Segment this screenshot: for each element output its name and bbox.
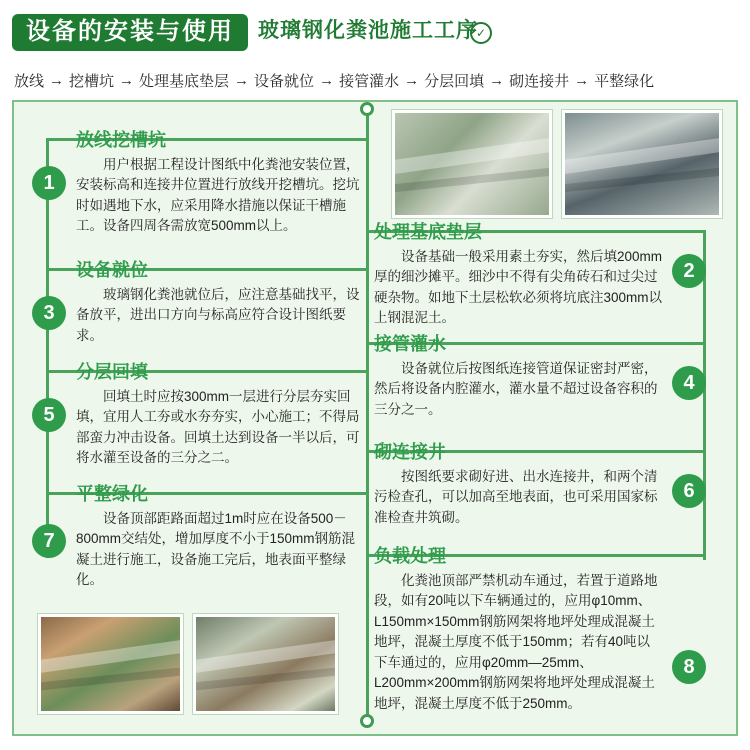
- step-item-4: [374, 334, 706, 420]
- photo-tank-bottom-left: [38, 614, 183, 714]
- flow-step-6: 分层回填: [424, 72, 485, 90]
- step-title-3: 设备就位: [76, 260, 148, 280]
- step-title-8: 负载处理: [374, 546, 446, 566]
- flow-step-2: 挖槽坑: [69, 72, 115, 90]
- photo-tank-bottom-right: [193, 614, 338, 714]
- flow-step-1: 放线: [14, 72, 45, 90]
- flow-step-3: 处理基底垫层: [139, 72, 230, 90]
- step-title-2: 处理基底垫层: [374, 222, 482, 242]
- step-title-5: 分层回填: [76, 362, 148, 382]
- step-title-1: 放线挖槽坑: [76, 130, 166, 150]
- step-item-2: [374, 222, 706, 329]
- photo-pipe-top-right: [562, 110, 722, 218]
- step-title-4: 接管灌水: [374, 334, 446, 354]
- flow-step-4: 设备就位: [254, 72, 315, 90]
- step-body-1: 用户根据工程设计图纸中化粪池安装位置，安装标高和连接井位置进行放线开挖槽坑。挖坑时如遇地下水，应采用降水措施以保证干槽施工。设备四周各需放宽500mm以上。: [76, 156, 360, 234]
- flow-arrow-icon: →: [49, 71, 65, 89]
- flow-step-5: 接管灌水: [339, 72, 400, 90]
- flow-arrow-icon: →: [234, 71, 250, 89]
- step-body-3: 玻璃钢化粪池就位后，应注意基础找平，设备放平，进出口方向与标高应符合设计图纸要求。: [76, 286, 360, 343]
- step-badge-4: 4: [672, 366, 706, 400]
- flow-step-7: 砌连接井: [509, 72, 570, 90]
- flow-step-8: 平整绿化: [594, 72, 655, 90]
- step-item-8: [374, 546, 706, 714]
- step-body-7: 设备顶部距路面超过1m时应在设备500－800mm交结处，增加厚度不小于150mm钢筋混凝土进行施工，设备施工完后，地表面平整绿化。: [76, 510, 356, 588]
- flow-arrow-icon: →: [574, 71, 590, 89]
- connector-vertical-main: [366, 108, 369, 720]
- step-item-6: [374, 442, 706, 528]
- page-title: 设备的安装与使用: [12, 14, 248, 51]
- step-body-5: 回填土时应按300mm一层进行分层夯实回填，宜用人工夯或水夯夯实，小心施工；不得局部蛮力冲击设备。回填土达到设备一半以后，可将水灌至设备的三分之二。: [76, 388, 360, 466]
- step-title-6: 砌连接井: [374, 442, 446, 462]
- content-panel: [12, 100, 738, 736]
- step-badge-5: 5: [32, 398, 66, 432]
- header: [0, 14, 750, 58]
- step-body-4: 设备就位后按图纸连接管道保证密封严密，然后将设备内腔灌水，灌水量不超过设备容积的三分之一。: [374, 360, 658, 417]
- step-item-3: [32, 260, 362, 346]
- process-flow: [14, 66, 740, 94]
- check-circle-icon: ✓: [470, 22, 492, 44]
- step-item-5: [32, 362, 362, 469]
- step-body-6: 按图纸要求砌好进、出水连接井，和两个清污检查孔，可以加高至地表面，也可采用国家标准检查井筑砌。: [374, 468, 658, 525]
- step-item-1: [32, 130, 362, 237]
- subtitle: 玻璃钢化粪池施工工序: [258, 19, 478, 42]
- step-badge-3: 3: [32, 296, 66, 330]
- flow-arrow-icon: →: [489, 71, 505, 89]
- flow-arrow-icon: →: [319, 71, 335, 89]
- flow-arrow-icon: →: [119, 71, 135, 89]
- connector-node-bottom: [360, 714, 374, 728]
- step-badge-7: 7: [32, 524, 66, 558]
- step-body-8: 化粪池顶部严禁机动车通过，若置于道路地段，如有20吨以下车辆通过的，应用φ10mm、L150mm×150mm钢筋网架将地坪处理成混凝土地坪，混凝土厚度不低于150mm；若有40吨以下车通过的，应用φ20mm—25mm、L200mm×200mm钢筋网架将地坪处理成混凝土地坪，混凝土厚度不低于250mm。: [374, 572, 658, 711]
- step-item-7: [32, 484, 362, 591]
- photo-tank-install-top-left: [392, 110, 552, 218]
- step-badge-1: 1: [32, 166, 66, 200]
- step-badge-2: 2: [672, 254, 706, 288]
- step-title-7: 平整绿化: [76, 484, 148, 504]
- step-badge-8: 8: [672, 650, 706, 684]
- connector-node-top: [360, 102, 374, 116]
- step-body-2: 设备基础一般采用素土夯实，然后填200mm厚的细沙摊平。细沙中不得有尖角砖石和过尖过硬杂物。如地下土层松软必须将坑底注300mm以上钢混泥土。: [374, 248, 663, 326]
- step-badge-6: 6: [672, 474, 706, 508]
- flow-arrow-icon: →: [404, 71, 420, 89]
